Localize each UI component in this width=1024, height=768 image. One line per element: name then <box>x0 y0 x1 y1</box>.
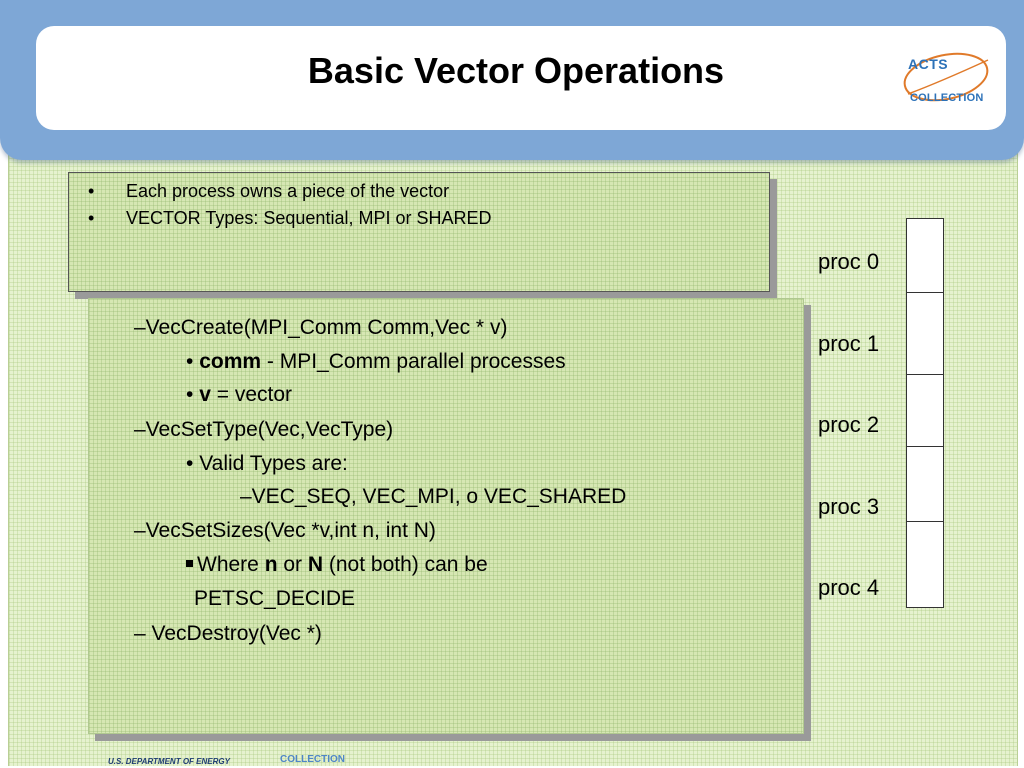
op-vecsettype: –VecSetType(Vec,VecType) <box>134 418 394 441</box>
v-keyword: v <box>199 383 211 406</box>
proc-label-3: proc 3 <box>818 494 880 519</box>
op-valid-types-line <box>186 452 348 476</box>
page-title: Basic Vector Operations <box>307 50 725 91</box>
where-suffix: (not both) can be <box>323 553 488 576</box>
proc-cell-2 <box>906 374 944 447</box>
op-types-list: –VEC_SEQ, VEC_MPI, o VEC_SHARED <box>240 485 627 508</box>
footer-collection-logo: COLLECTION <box>280 754 345 765</box>
footer-doe-logo: U.S. DEPARTMENT OF ENERGY <box>108 757 230 766</box>
op-vecdestroy: – VecDestroy(Vec *) <box>134 622 322 645</box>
op-vecsetsizes: –VecSetSizes(Vec *v,int n, int N) <box>134 519 436 542</box>
n-keyword: n <box>264 553 278 576</box>
op-v-line <box>186 383 292 407</box>
v-description: = vector <box>210 383 293 406</box>
proc-cell-3 <box>906 446 944 522</box>
square-bullet-icon <box>186 560 193 567</box>
or-text: or <box>277 553 308 576</box>
N-keyword: N <box>307 553 324 576</box>
op-petsc-decide: PETSC_DECIDE <box>194 587 356 610</box>
valid-types-text: Valid Types are: <box>199 452 348 475</box>
bullet-dot: • <box>186 452 194 475</box>
bullet-dot: • <box>186 383 194 406</box>
bullet-dot: • <box>186 350 194 373</box>
logo-collection-text: COLLECTION <box>910 92 984 104</box>
bullet-dot: • <box>88 181 95 201</box>
proc-cell-4 <box>906 521 944 608</box>
comm-description: - MPI_Comm parallel processes <box>261 350 566 373</box>
comm-keyword: comm <box>199 350 262 373</box>
proc-label-0: proc 0 <box>818 249 880 274</box>
top-bullet-text: Each process owns a piece of the vector <box>126 181 450 201</box>
logo-acts-text: ACTS <box>908 56 949 72</box>
op-comm-line <box>186 350 566 374</box>
bullet-dot: • <box>88 208 95 228</box>
where-prefix: Where <box>197 553 265 576</box>
op-where-line <box>186 553 488 577</box>
proc-label-4: proc 4 <box>818 575 880 600</box>
proc-cell-0 <box>906 218 944 293</box>
proc-cell-1 <box>906 292 944 375</box>
top-bullet-text: VECTOR Types: Sequential, MPI or SHARED <box>126 208 492 228</box>
op-veccreate: –VecCreate(MPI_Comm Comm,Vec * v) <box>134 316 508 339</box>
proc-label-1: proc 1 <box>818 331 880 356</box>
proc-label-2: proc 2 <box>818 412 880 437</box>
